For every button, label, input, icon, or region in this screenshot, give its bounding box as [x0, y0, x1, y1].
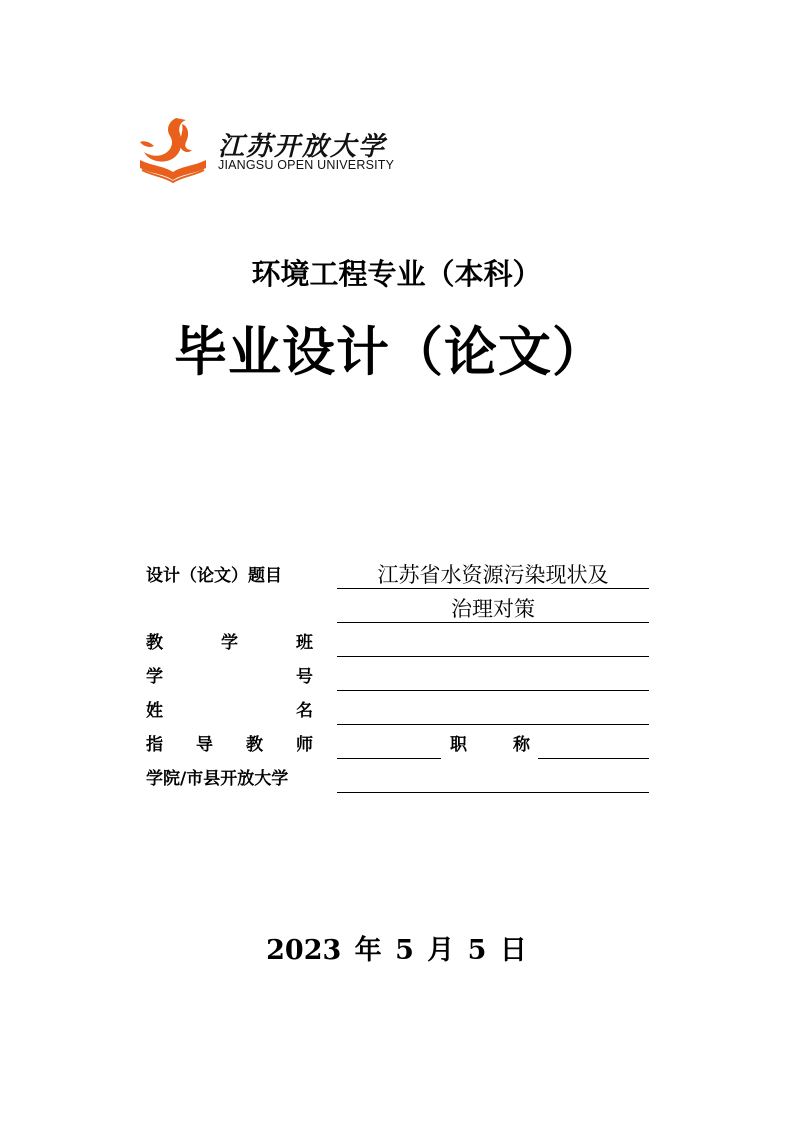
name-label-char: 姓	[146, 701, 163, 721]
college-field[interactable]	[337, 792, 649, 793]
advisor-label-char: 师	[296, 735, 313, 755]
submission-date: 2023 年 5 月 5 日	[266, 935, 527, 966]
topic-underline-2	[337, 622, 649, 623]
name-label-char: 名	[296, 701, 313, 721]
topic-line-2: 治理对策	[451, 597, 535, 621]
university-name-en: JIANGSU OPEN UNIVERSITY	[218, 158, 395, 172]
professional-title-label	[450, 733, 530, 757]
name-field[interactable]	[337, 724, 649, 725]
advisor-label-char: 指	[146, 735, 163, 755]
college-label: 学院/市县开放大学	[146, 769, 289, 789]
class-label	[146, 631, 313, 655]
class-field[interactable]	[337, 656, 649, 657]
class-label-char: 班	[296, 633, 313, 653]
university-name-cn: 江苏开放大学	[218, 132, 387, 162]
name-label	[146, 699, 313, 723]
advisor-label-char: 教	[246, 735, 263, 755]
professional-title-label-char: 称	[513, 735, 530, 755]
thesis-title-heading: 毕业设计（论文）	[174, 321, 606, 383]
student-id-field[interactable]	[337, 690, 649, 691]
phoenix-book-emblem-icon	[138, 114, 208, 184]
topic-underline-1	[337, 588, 649, 589]
advisor-field[interactable]	[337, 758, 441, 759]
student-id-label-char: 号	[296, 667, 313, 687]
student-id-label-char: 学	[146, 667, 163, 687]
topic-label: 设计（论文）题目	[146, 566, 282, 586]
student-id-label	[146, 665, 313, 689]
professional-title-label-char: 职	[450, 735, 467, 755]
advisor-label	[146, 733, 313, 757]
class-label-char: 教	[146, 633, 163, 653]
professional-title-field[interactable]	[538, 758, 649, 759]
advisor-label-char: 导	[196, 735, 213, 755]
university-logo	[138, 114, 418, 184]
major-heading: 环境工程专业（本科）	[251, 257, 542, 291]
topic-line-1: 江苏省水资源污染现状及	[377, 563, 609, 587]
class-label-char: 学	[221, 633, 238, 653]
